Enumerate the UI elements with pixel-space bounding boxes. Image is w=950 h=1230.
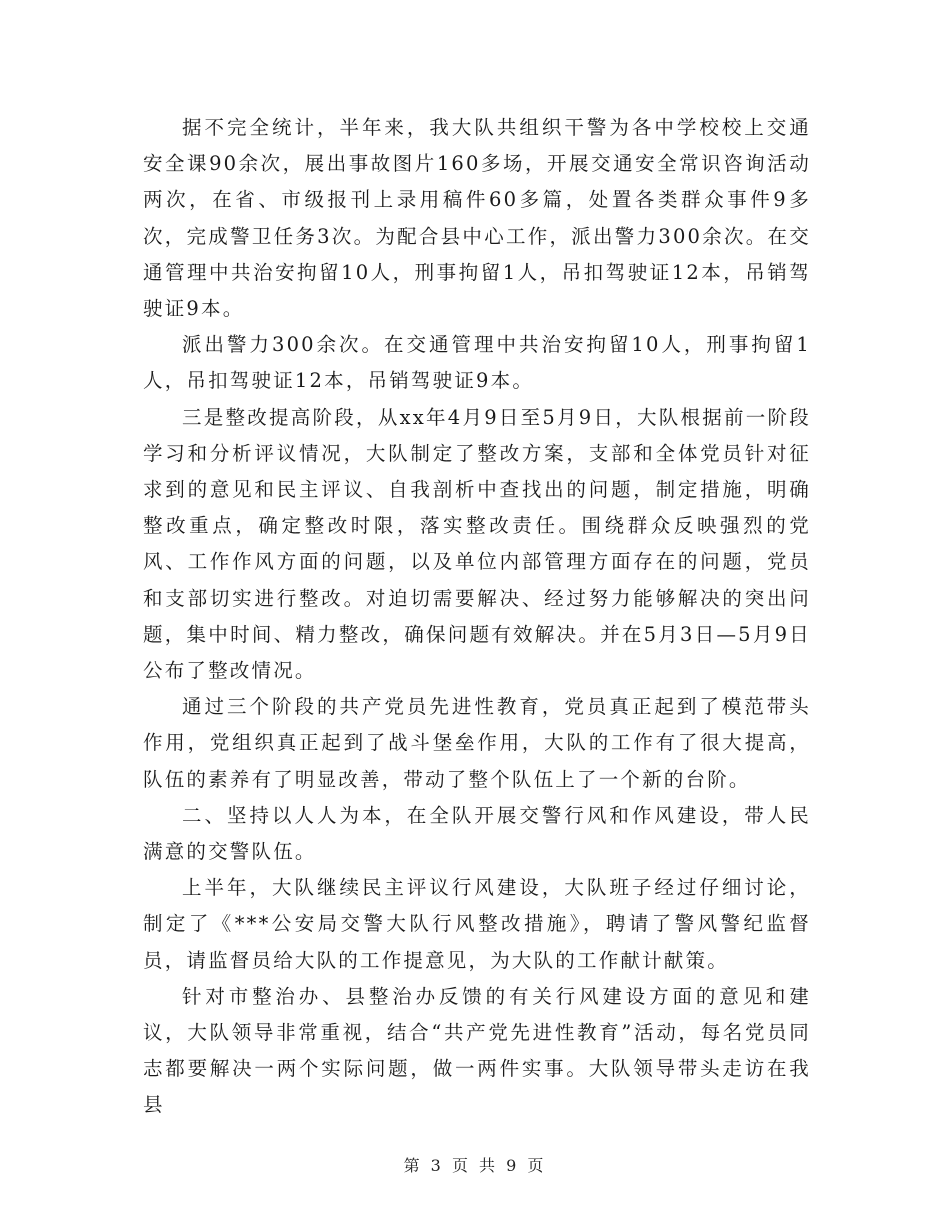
section-heading-two: 二、坚持以人人为本，在全队开展交警行风和作风建设，带人民满意的交警队伍。 [143, 803, 811, 864]
document-body [143, 110, 811, 1124]
page-number-footer: 第 3 页 共 9 页 [403, 1156, 547, 1175]
paragraph-education-result: 通过三个阶段的共产党员先进性教育，党员真正起到了模范带头作用，党组织真正起到了战斗堡垒作用，大队的工作有了很大提高，队伍的素养有了明显改善，带动了整个队伍上了一个新的台阶。 [143, 695, 811, 791]
paragraph-feedback-response: 针对市整治办、县整治办反馈的有关行风建设方面的意见和建议，大队领导非常重视，结合“共产党先进性教育”活动，每名党员同志都要解决一两个实际问题，做一两件实事。大队领导带头走访在我县 [143, 984, 811, 1117]
paragraph-police-dispatch: 派出警力300余次。在交通管理中共治安拘留10人，刑事拘留1人，吊扣驾驶证12本，吊销驾驶证9本。 [143, 333, 811, 393]
paragraph-rectification-stage: 三是整改提高阶段，从xx年4月9日至5月9日，大队根据前一阶段学习和分析评议情况，大队制定了整改方案，支部和全体党员针对征求到的意见和民主评议、自我剖析中查找出的问题，制定措施，明确整改重点，确定整改时限，落实整改责任。围绕群众反映强烈的党风、工作作风方面的问题，以及单位内部管理方面存在的问题，党员和支部切实进行整改。对迫切需要解决、经过努力能够解决的突出问题，集中时间、精力整改，确保问题有效解决。并在5月3日—5月9日公布了整改情况。 [143, 405, 811, 683]
paragraph-statistics: 据不完全统计，半年来，我大队共组织干警为各中学校校上交通安全课90余次，展出事故图片160多场，开展交通安全常识咨询活动两次，在省、市级报刊上录用稿件60多篇，处置各类群众事件9多次，完成警卫任务3次。为配合县中心工作，派出警力300余次。在交通管理中共治安拘留10人，刑事拘留1人，吊扣驾驶证12本，吊销驾驶证9本。 [143, 116, 811, 321]
paragraph-style-building: 上半年，大队继续民主评议行风建设，大队班子经过仔细讨论，制定了《***公安局交警大队行风整改措施》，聘请了警风警纪监督员，请监督员给大队的工作提意见，为大队的工作献计献策。 [143, 876, 811, 972]
